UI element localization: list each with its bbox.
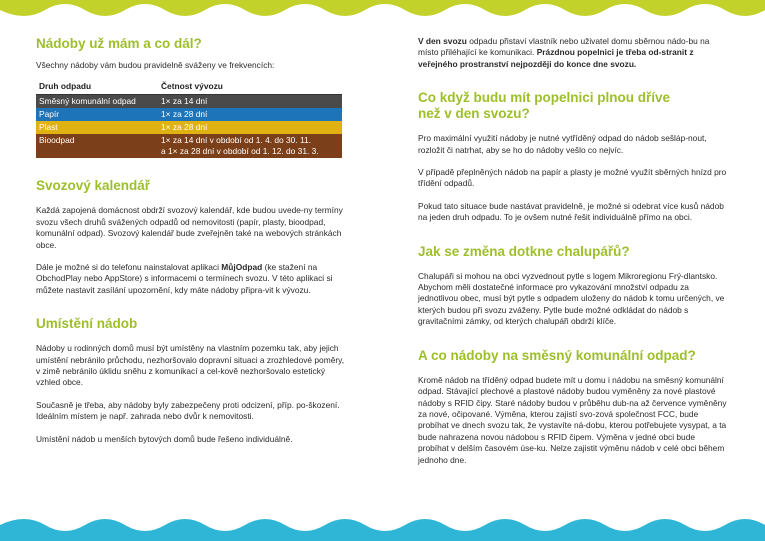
table-row — [36, 95, 342, 109]
section-title: Jak se změna dotkne chalupářů? — [418, 243, 630, 259]
paragraph: Současně je třeba, aby nádoby byly zabezpečeny proti odcizení, příp. po-škození. Ideálním místem je např. zahrada nebo dvůr k nemovitosti. — [36, 399, 340, 422]
paragraph: Chalupáři si mohou na obci vyzvednout pytle s logem Mikroregionu Frý-dlantsko. Abychom měli dostatečné informace pro vykazování množství odpadu za jednotlivou obec, musí být pytle s odpadem uloženy do nádob k tomu určených, ve kterých budou při svozu zváženy. Pytle bude možné odkládat do nádob s gravitačními zámky, od kterých chalupáři obdrží klíče. — [418, 270, 725, 327]
waste-type: Papír — [36, 108, 158, 121]
frequency: 1× za 14 dní — [158, 95, 342, 109]
frequency-line: 1× za 14 dní v období od 1. 4. do 30. 11. — [161, 135, 312, 146]
intro-text: Všechny nádoby vám budou pravidelně sváženy ve frekvencích: — [36, 60, 275, 70]
app-name: MůjOdpad — [221, 262, 263, 273]
waste-type: Bioodpad — [36, 134, 158, 158]
paragraph: V den svozu odpadu přistaví vlastník nebo uživatel domu sběrnou nádo-bu na místo přiléhající ke komunikaci. Prázdnou popelnici je třeba od-stranit z veřejného prostranství nejpozději do konce dne svozu. — [418, 36, 710, 69]
table-header: Druh odpadu — [36, 79, 158, 95]
top-wave-decoration — [0, 0, 765, 28]
table-header: Četnost vývozu — [158, 79, 342, 95]
table-row — [36, 134, 342, 158]
table-row — [36, 108, 342, 121]
frequency: 1× za 28 dní — [158, 108, 342, 121]
frequency-line: a 1× za 28 dní v období od 1. 12. do 31. 3. — [161, 146, 319, 157]
section-title: A co nádoby na směsný komunální odpad? — [418, 347, 696, 363]
table-row — [36, 121, 342, 134]
bottom-wave-decoration — [0, 511, 765, 541]
collection-frequency-table — [36, 79, 342, 158]
waste-type: Směsný komunální odpad — [36, 95, 158, 109]
frequency — [158, 134, 342, 158]
paragraph: Kromě nádob na tříděný odpad budete mít u domu i nádobu na směsný komunální odpad. Stávající plechové a plastové nádoby budou vyměněny za nové plastové nádoby s RFID čipy. Staré nádoby budou v průběhu dub-na až července vyměněny za nové, očipované. Výměna, kterou zajistí svo-zová společnost FCC, bude probíhat ve dnech svozu tak, že vystavíte ná-dobu, kterou potřebujete vysypat, a ta bude nahrazena novou nádobou s RFID čipem. Výměna v jedné obci bude probíhat v delším časovém úse-ku. Nelze zajistit výměnu nádob v celé obci během jednoho dne. — [418, 374, 727, 465]
right-column — [418, 36, 728, 466]
paragraph: Dále je možné si do telefonu nainstalovat aplikaci MůjOdpad (ke stažení na ObchodPlay nebo AppStore) s informacemi o termínech svozu. V této aplikaci si můžete nastavit zasílání upozornění, kdy máte nádoby připra-vit k vývozu. — [36, 262, 333, 295]
frequency: 1× za 28 dní — [158, 121, 342, 134]
section-title: Co když budu mít popelnici plnou dříve než v den svozu? — [418, 90, 671, 122]
section-title: Svozový kalendář — [36, 178, 151, 194]
paragraph: Každá zapojená domácnost obdrží svozový kalendář, kde budou uvede-ny termíny svozu všech druhů svážených odpadů od nemovitosti (papír, plasty, bioodpad, komunální odpad). Svozový kalendář bude zveřejněn také na webových stránkách obce. — [36, 205, 343, 250]
paragraph: Umístění nádob u menších bytových domů bude řešeno individuálně. — [36, 433, 293, 444]
paragraph: Pokud tato situace bude nastávat pravidelně, je možné si odebrat více kusů nádob na jeden druh odpadu. To je ovšem nutné řešit individuálně přímo na obci. — [418, 200, 724, 223]
paragraph: Pro maximální využití nádoby je nutné vytříděný odpad do nádob sešláp-nout, rozložit či natrhat, aby se ho do nádoby vešlo co nejvíc. — [418, 133, 707, 155]
waste-type: Plast — [36, 121, 158, 134]
section-title: Nádoby už mám a co dál? — [36, 36, 202, 51]
table-header-row — [36, 79, 342, 95]
section-title: Umístění nádob — [36, 316, 138, 332]
left-column — [36, 36, 346, 445]
paragraph: V případě přeplněných nádob na papír a plasty je možné využít sběrných hnízd pro třídění odpadů. — [418, 167, 727, 189]
paragraph: Nádoby u rodinných domů musí být umístěny na vlastním pozemku tak, aby jejich umístění nebránilo průchodu, nezhoršovalo dopravní situaci a zrozhledové poměry, v zimě nebránilo úklidu sněhu z komunikací a cel-kově nezhoršovalo estetický vzhled obce. — [36, 343, 345, 388]
